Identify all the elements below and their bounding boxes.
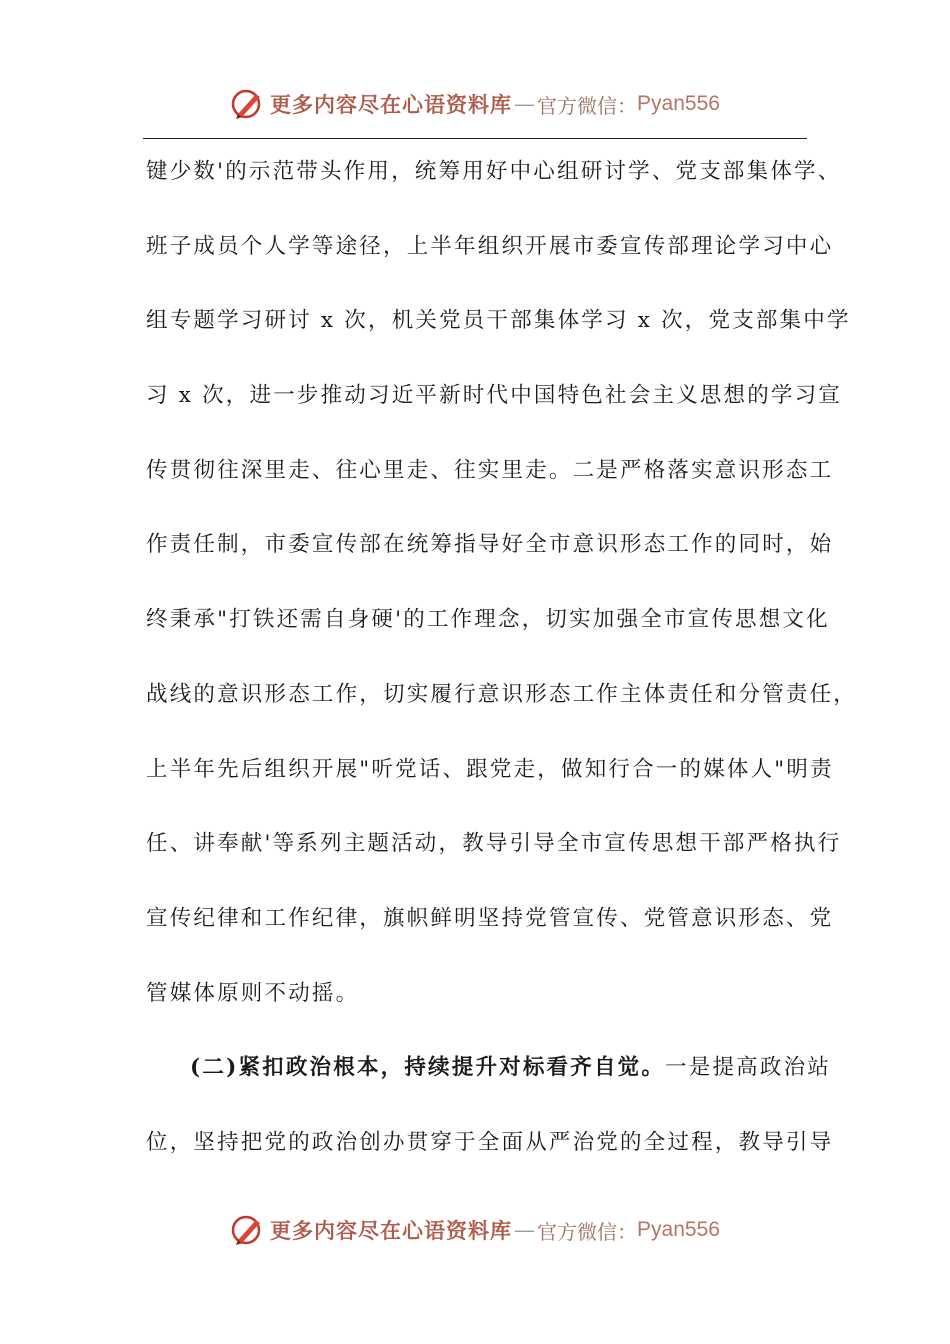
- text-line: 位，坚持把党的政治创办贯穿于全面从严治党的全过程，教导引导: [146, 1129, 834, 1155]
- header-banner: [0, 82, 950, 126]
- pen-logo-icon: [230, 1212, 266, 1248]
- pen-logo-icon: [230, 86, 266, 122]
- footer-banner: [0, 1208, 950, 1252]
- banner-dash: —: [514, 92, 536, 116]
- header-rule: [143, 138, 807, 139]
- text-line: 传贯彻往深里走、往心里走、往实里走。二是严格落实意识形态工: [146, 457, 834, 483]
- banner-wechat-id: Pyan556: [637, 92, 720, 115]
- text-line: 终秉承"打铁还需自身硬'的工作理念，切实加强全市宣传思想文化: [146, 607, 830, 633]
- text-line: 习 x 次，进一步推动习近平新时代中国特色社会主义思想的学习宣: [146, 383, 842, 409]
- text-line: 组专题学习研讨 x 次，机关党员干部集体学习 x 次，党支部集中学: [146, 308, 851, 334]
- text-line: 键少数'的示范带头作用，统筹用好中心组研讨学、党支部集体学、: [146, 159, 842, 184]
- document-body: [146, 146, 858, 1192]
- text-line: 管媒体原则不动摇。: [146, 980, 360, 1006]
- text-line: 作责任制，市委宣传部在统筹指导好全市意识形态工作的同时，始: [146, 532, 834, 558]
- banner-wechat-label: 官方微信：: [537, 93, 638, 118]
- section-heading-rest: 一是提高政治站: [665, 1055, 831, 1081]
- banner-dash: —: [514, 1218, 536, 1242]
- banner-wechat-id: Pyan556: [637, 1218, 720, 1241]
- text-line: 班子成员个人学等途径，上半年组织开展市委宣传部理论学习中心: [146, 233, 834, 259]
- text-line: 上半年先后组织开展"听党话、跟党走，做知行合一的媒体人"明责: [146, 756, 834, 782]
- section-heading: (二)紧扣政治根本，持续提升对标看齐自觉。: [190, 1055, 666, 1081]
- banner-site-name: 更多内容尽在心语资料库: [270, 92, 513, 117]
- section-heading-line: [146, 1042, 831, 1117]
- text-line: 宣传纪律和工作纪律，旗帜鲜明坚持党管宣传、党管意识形态、党: [146, 905, 834, 931]
- banner-wechat-label: 官方微信：: [537, 1219, 638, 1244]
- banner-site-name: 更多内容尽在心语资料库: [270, 1218, 513, 1243]
- text-line: 战线的意识形态工作，切实履行意识形态工作主体责任和分管责任，: [146, 681, 858, 707]
- text-line: 任、讲奉献'等系列主题活动，教导引导全市宣传思想干部严格执行: [146, 831, 842, 857]
